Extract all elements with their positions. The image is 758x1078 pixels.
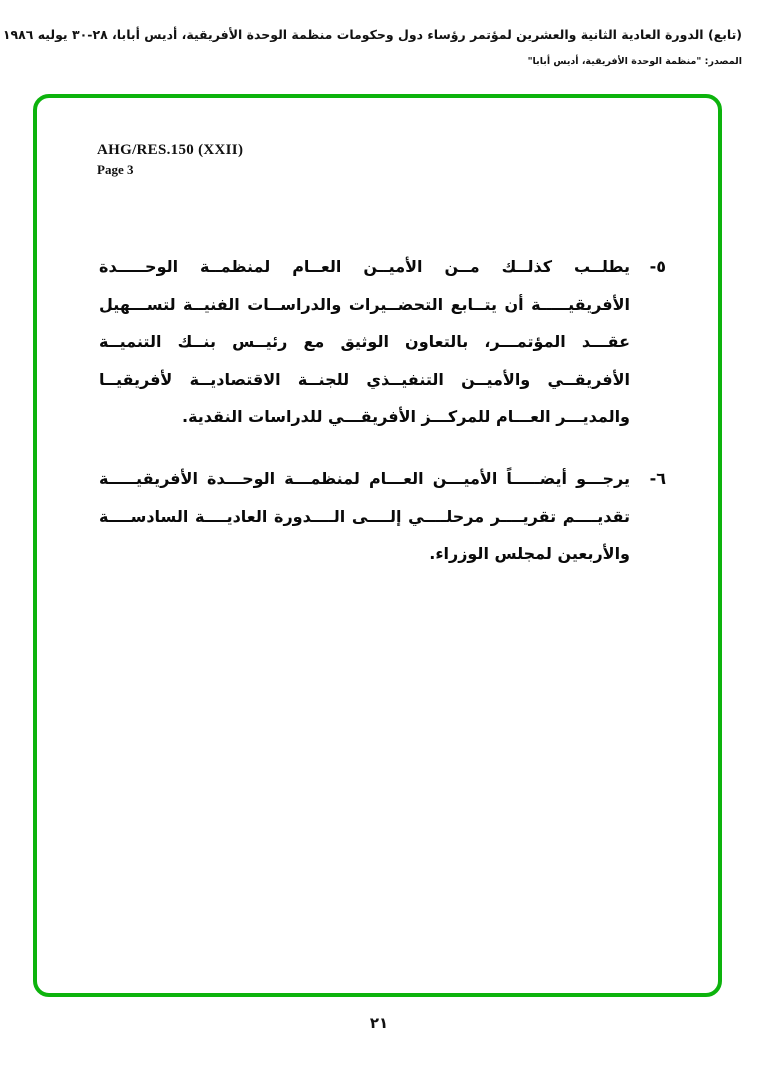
paragraph-5 [99,248,666,436]
paragraph-5-number: ٥- [649,257,666,276]
page-label: Page 3 [97,162,134,177]
page-number: ٢١ [369,1014,389,1032]
paragraph-6-text: يرجـــو أيضـــــاً الأميـــن العـــام لمنظمـــة الوحـــدة الأفريقيـــــة تقديــــم تقريــــر مرحلــــي إلــــى الــــدورة العاديــــة السادســــة والأربعين لمجلس الوزراء. [99,468,630,564]
resolution-body [99,248,666,597]
source-line: المصدر: "منظمة الوحدة الأفريقية، أديس أبابا" [527,56,742,67]
reference-block [97,142,243,178]
paragraph-6 [99,460,666,573]
document-reference: AHG/RES.150 (XXII) [97,142,244,158]
header-citation: (تابع) الدورة العادية الثانية والعشرين لمؤتمر رؤساء دول وحكومات منظمة الوحدة الأفريقية، أديس أبابا، ٢٨-٣٠ يوليه ١٩٨٦ [2,27,742,42]
green-border-frame [33,94,722,997]
paragraph-6-number: ٦- [649,468,666,488]
paragraph-5-text: يطلــب كذلــك مــن الأميــن العــام لمنظمــة الوحـــــدة الأفريقيـــــة أن يتــابع التحضــيرات والدراســات الفنيــة لتســـهيل عقـــد المؤتمـــر، بالتعاون الوثيق مع رئيــس بنــك التنميــة الأفريقــي والأميــن التنفيــذي للجنــة الاقتصاديــة لأفريقيــا والمديـــر العـــام للمركـــز الأفريقـــي للدراسات النقدية. [99,257,630,427]
